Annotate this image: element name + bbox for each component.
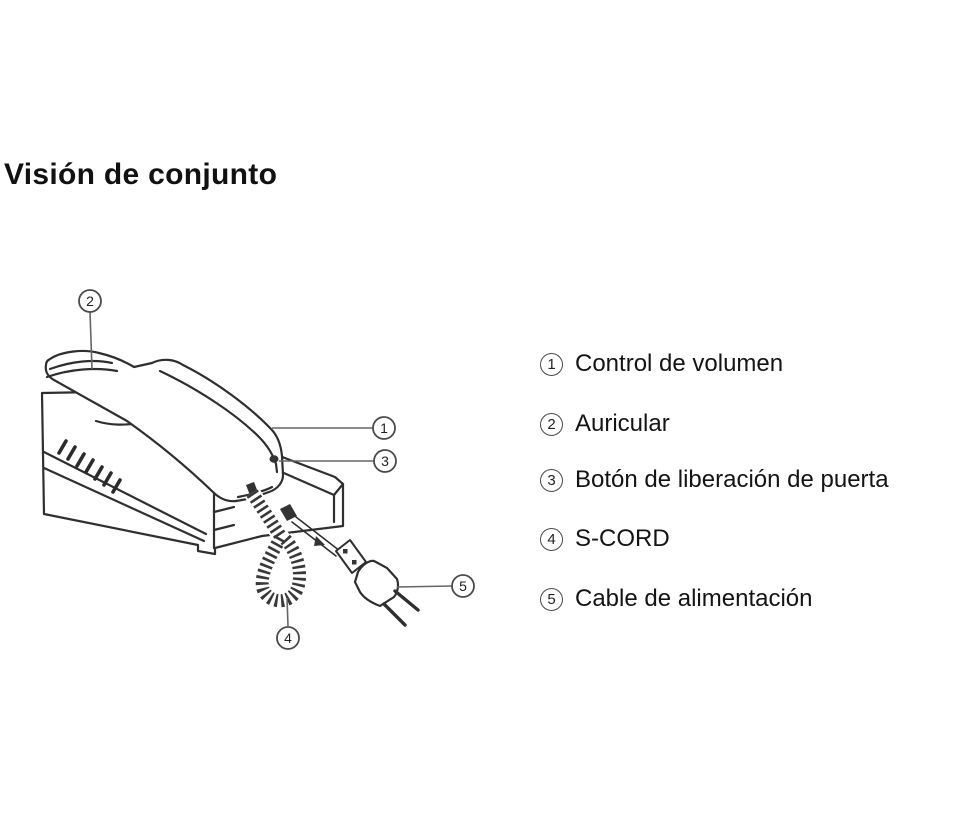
plug-prong-2 [384, 604, 405, 625]
callout-marker-1 [373, 417, 395, 439]
callout-marker-2 [79, 290, 101, 312]
callout-marker-4 [277, 627, 299, 649]
base-front-tier-1 [214, 507, 234, 512]
plug-prong-1 [395, 591, 418, 610]
base-right-corner-lines [334, 484, 343, 522]
legend-item-label: Auricular [575, 410, 670, 437]
marker-number: 5 [459, 578, 467, 594]
legend-item-label: S-CORD [575, 525, 670, 552]
marker-number: 2 [86, 293, 94, 309]
legend-item-s-cord [540, 525, 670, 553]
marker-number: 3 [381, 453, 389, 469]
leader-5 [397, 586, 452, 587]
grille-slot [77, 454, 84, 466]
callout-marker-3 [374, 450, 396, 472]
legend-number-badge: 3 [540, 469, 563, 492]
legend-number-badge: 1 [540, 353, 563, 376]
marker-number: 1 [380, 420, 388, 436]
legend-item-control-de-volumen [540, 350, 783, 378]
legend-item-boton-liberacion-puerta [540, 466, 889, 494]
leader-4 [287, 598, 288, 626]
page-title: Visión de conjunto [4, 158, 278, 191]
connector-mark-2 [352, 560, 357, 565]
speaker-grille [59, 441, 120, 492]
base-front-tier-2 [214, 525, 234, 530]
legend-number-badge: 4 [540, 528, 563, 551]
marker-number: 4 [284, 630, 292, 646]
legend-item-label: Cable de alimentación [575, 585, 813, 612]
cable-socket-stub [280, 504, 297, 521]
legend-item-label: Botón de liberación de puerta [575, 466, 889, 493]
grille-slot [86, 460, 93, 472]
grille-slot [59, 441, 66, 453]
handset [46, 351, 283, 501]
callout-marker-5 [452, 575, 474, 597]
door-release-button [270, 455, 279, 463]
legend-item-auricular [540, 410, 670, 438]
legend-item-label: Control de volumen [575, 350, 784, 377]
power-plug-body [355, 561, 398, 606]
grille-slot [95, 467, 102, 479]
legend-number-badge: 5 [540, 588, 563, 611]
coiled-cord [246, 482, 300, 601]
grille-slot [68, 447, 75, 459]
connector-mark-1 [343, 549, 348, 554]
legend-item-cable-de-alimentacion [540, 585, 812, 613]
legend-number-badge: 2 [540, 413, 563, 436]
